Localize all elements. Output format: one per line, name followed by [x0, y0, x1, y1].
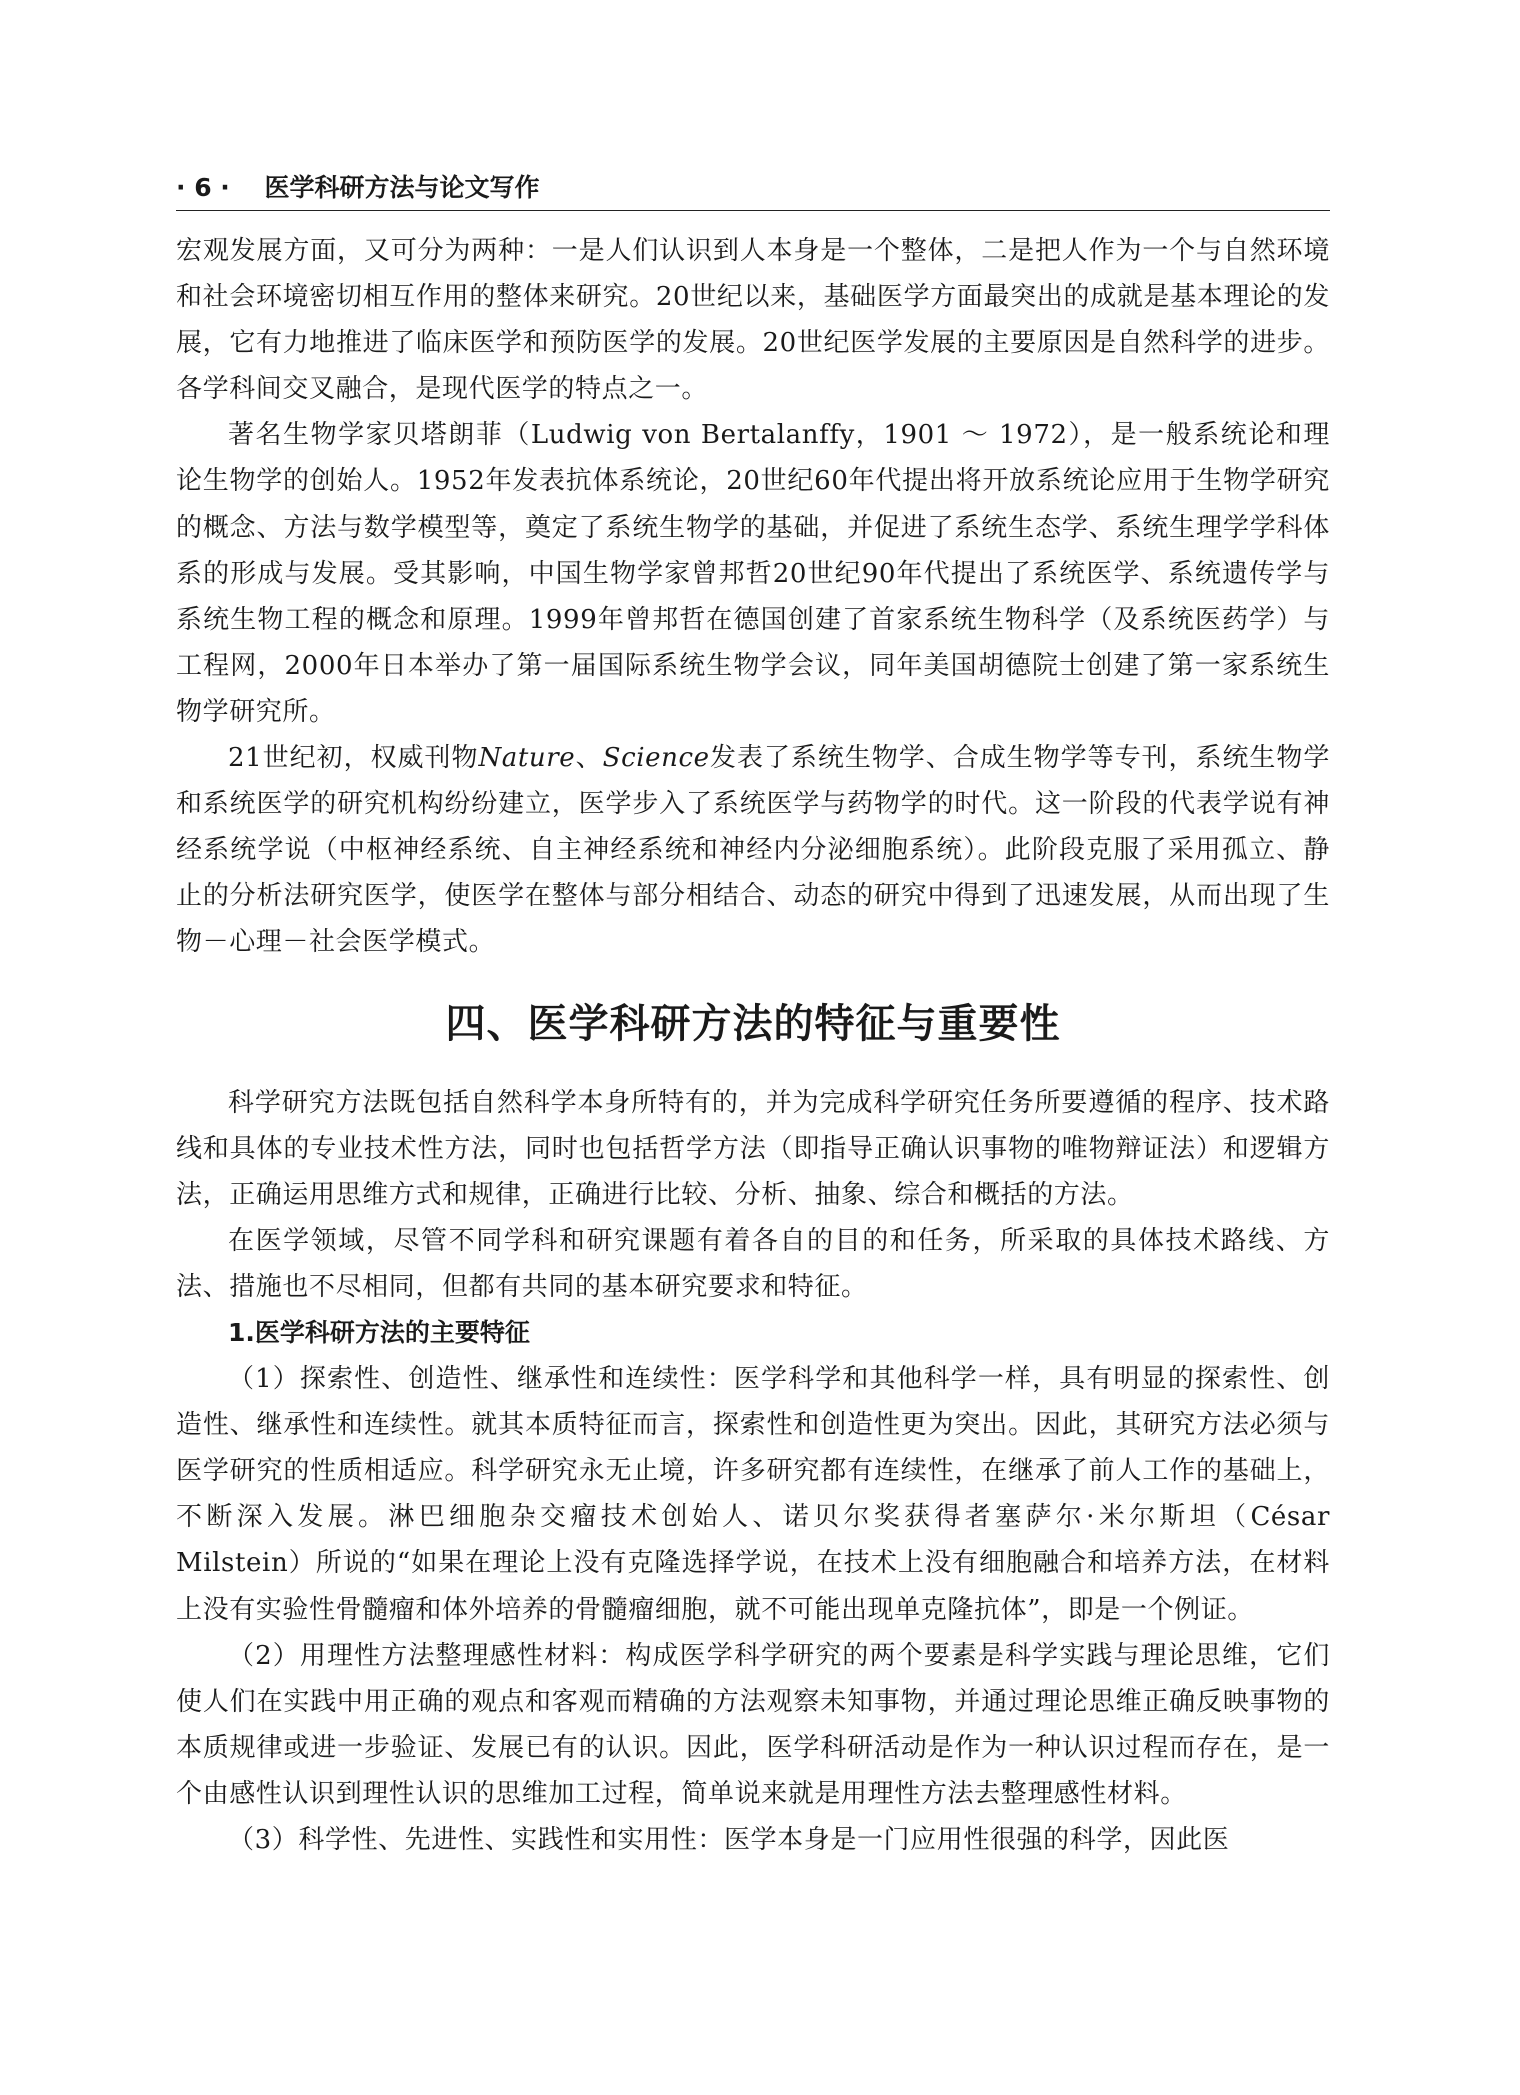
point-2: （2）用理性方法整理感性材料：构成医学科学研究的两个要素是科学实践与理论思维，它们使人们在实践中用正确的观点和客观而精确的方法观察未知事物，并通过理论思维正确反映事物的本质规律或进一步验证、发展已有的认识。因此，医学科研活动是作为一种认识过程而存在，是一个由感性认识到理性认识的思维加工过程，简单说来就是用理性方法去整理感性材料。 [176, 1640, 1330, 1809]
paragraph-continued: 宏观发展方面，又可分为两种：一是人们认识到人本身是一个整体，二是把人作为一个与自然环境和社会环境密切相互作用的整体来研究。20世纪以来，基础医学方面最突出的成就是基本理论的发展，它有力地推进了临床医学和预防医学的发展。20世纪医学发展的主要原因是自然科学的进步。各学科间交叉融合，是现代医学的特点之一。 [176, 236, 1330, 405]
point-3: （3）科学性、先进性、实践性和实用性：医学本身是一门应用性很强的科学，因此医 [228, 1825, 1230, 1855]
paragraph-medical-field: 在医学领域，尽管不同学科和研究课题有着各自的目的和任务，所采取的具体技术路线、方法、措施也不尽相同，但都有共同的基本研究要求和特征。 [176, 1225, 1330, 1302]
paragraph-bertalanffy: 著名生物学家贝塔朗菲（Ludwig von Bertalanffy，1901 ～ 1972），是一般系统论和理论生物学的创始人。1952年发表抗体系统论，20世纪60年代提出将开放系统论应用于生物学研究的概念、方法与数学模型等，奠定了系统生物学的基础，并促进了系统生态学、系统生理学学科体系的形成与发展。受其影响，中国生物学家曾邦哲20世纪90年代提出了系统医学、系统遗传学与系统生物工程的概念和原理。1999年曾邦哲在德国创建了首家系统生物科学（及系统医药学）与工程网，2000年日本举办了第一届国际系统生物学会议，同年美国胡德院士创建了第一家系统生物学研究所。 [176, 420, 1330, 727]
page-number: · 6 · [176, 173, 230, 202]
running-head [176, 168, 1330, 208]
subheading: 1.医学科研方法的主要特征 [228, 1317, 530, 1347]
journal-name-nature: Nature [478, 743, 576, 774]
paragraph-method-definition: 科学研究方法既包括自然科学本身所特有的，并为完成科学研究任务所要遵循的程序、技术路线和具体的专业技术性方法，同时也包括哲学方法（即指导正确认识事物的唯物辩证法）和逻辑方法，正确运用思维方式和规律，正确进行比较、分析、抽象、综合和概括的方法。 [176, 1087, 1330, 1210]
paragraph-21st-century [176, 735, 1330, 965]
paragraph-text: 、 [575, 743, 603, 774]
journal-name-science: Science [602, 743, 710, 774]
book-title: 医学科研方法与论文写作 [264, 173, 540, 202]
section-title: 四、医学科研方法的特征与重要性 [445, 999, 1061, 1047]
paragraph-text: 21世纪初，权威刊物 [228, 743, 479, 774]
point-1: （1）探索性、创造性、继承性和连续性：医学科学和其他科学一样，具有明显的探索性、创造性、继承性和连续性。就其本质特征而言，探索性和创造性更为突出。因此，其研究方法必须与医学研究的性质相适应。科学研究永无止境，许多研究都有连续性，在继承了前人工作的基础上，不断深入发展。淋巴细胞杂交瘤技术创始人、诺贝尔奖获得者塞萨尔·米尔斯坦（César Milstein）所说的“如果在理论上没有克隆选择学说，在技术上没有细胞融合和培养方法，在材料上没有实验性骨髓瘤和体外培养的骨髓瘤细胞，就不可能出现单克隆抗体”，即是一个例证。 [176, 1364, 1330, 1625]
header-divider [176, 210, 1330, 211]
page-body [176, 228, 1330, 1863]
paragraph-text: 发表了系统生物学、合成生物学等专刊，系统生物学和系统医学的研究机构纷纷建立，医学步入了系统医学与药物学的时代。这一阶段的代表学说有神经系统学说（中枢神经系统、自主神经系统和神经内分泌细胞系统）。此阶段克服了采用孤立、静止的分析法研究医学，使医学在整体与部分相结合、动态的研究中得到了迅速发展，从而出现了生物－心理－社会医学模式。 [176, 743, 1330, 958]
